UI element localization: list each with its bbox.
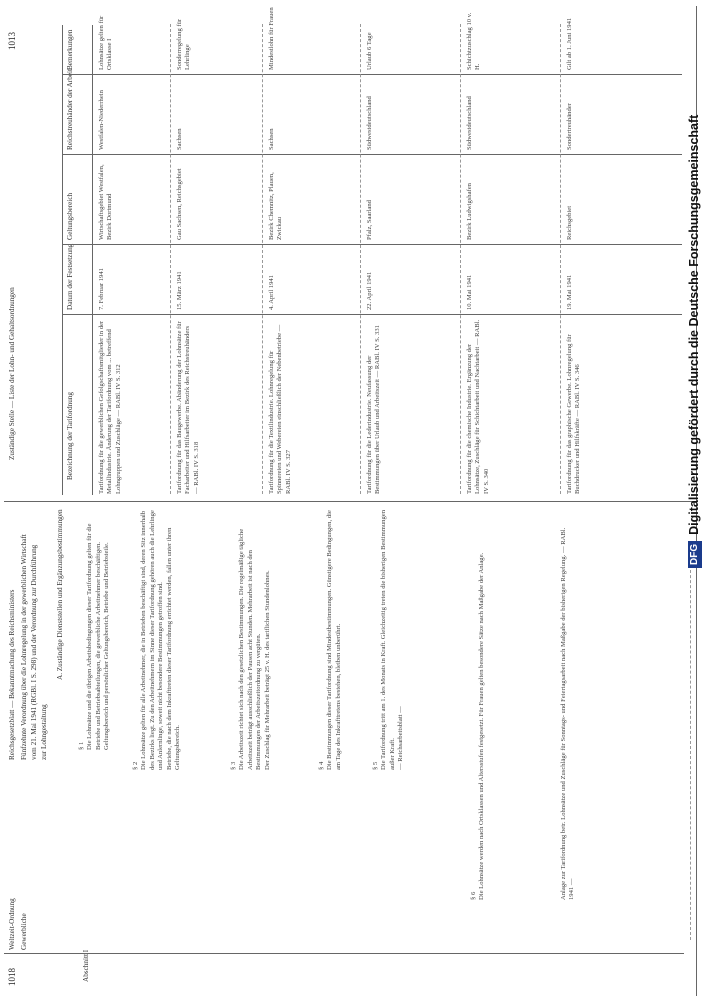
- row-separator: [460, 24, 461, 494]
- digitization-note: Digitalisierung gefördert durch die Deutsche Forschungsgemeinschaft: [687, 114, 701, 535]
- text-block-1: § 1 Die Lohnsätze und die übrigen Arbeitsbedingungen dieser Tarifordnung gelten für die Betriebe und Betriebsabteilungen, die gewerbliche Arbeitnehmer beschäftigen. Geltungsbereich und persönlicher Geltungsbereich, Betriebe und Betriebsteile.: [78, 523, 111, 750]
- text-block-2: § 2 Die Lohnsätze gelten für alle Arbeitnehmer, die in Betrieben beschäftigt sind, deren Sitz innerhalb des Bezirks liegt. Zu den Arbeitnehmern im Sinne dieser Tarifordnung gehören auch die Lehrlinge und Anlernlinge, soweit nicht besondere Bestimmungen getroffen sind. Betriebe, die nach dem Inkrafttreten dieser Tarifordnung errichtet werden, fallen unter ihren Geltungsbereich.: [132, 510, 182, 770]
- row-separator: [170, 24, 171, 494]
- row-1-designation: Tarifordnung für die gewerblichen Gefolgschaftsmitglieder in der Metallindustrie. Änderung der Tarifordnung vom ... betreffend Lohngruppen und Zuschläge — RABl. IV S. 312: [98, 320, 122, 494]
- table-col-rule-1: [62, 314, 682, 315]
- row-6-designation: Tarifordnung für das graphische Gewerbe. Lohnregelung für Buchdrucker und Hilfskräfte — RABl. IV S. 346: [566, 334, 582, 494]
- left-header-title: Reichsgesetzblatt — Bekanntmachung des Reichsministers: [8, 589, 16, 760]
- section-label: Abschnitt I: [82, 949, 90, 982]
- table-col-rule-2: [62, 244, 682, 245]
- right-header: Zuständige Stelle — Liste der Lohn- und Gehaltsordnungen: [8, 287, 16, 460]
- col-head-date: Datum der Festsetzung: [66, 243, 74, 310]
- row-2-date: 15. März 1941: [176, 271, 183, 310]
- left-margin-rule: [4, 953, 684, 954]
- row-2-trustee: Sachsen: [176, 128, 183, 150]
- row-5-scope: Bezirk Ludwigshafen: [466, 183, 473, 240]
- col-head-scope: Geltungsbereich: [66, 192, 74, 240]
- left-footer-rule: [690, 560, 691, 940]
- left-header-col1: Weltzeit-Ordnung: [8, 898, 16, 950]
- row-3-scope: Bezirk Chemnitz, Plauen, Zwickau: [268, 172, 284, 240]
- row-1-trustee: Westfalen-Niederrhein: [98, 90, 105, 150]
- center-fold-rule: [4, 501, 694, 502]
- row-5-trustee: Südwestdeutschland: [466, 96, 473, 150]
- row-1-scope: Wirtschaftsgebiet Westfalen, Bezirk Dortmund: [98, 164, 114, 240]
- row-3-date: 4. April 1941: [268, 275, 275, 310]
- row-2-scope: Gau Sachsen, Reichsgebiet: [176, 168, 183, 240]
- row-5-date: 10. Mai 1941: [466, 274, 473, 310]
- text-block-6: § 6 Die Lohnsätze werden nach Ortsklassen und Altersstufen festgesetzt. Für Frauen gelten besondere Sätze nach Maßgabe der Anlage.: [470, 552, 486, 900]
- row-4-scope: Pfalz, Saarland: [366, 200, 373, 240]
- row-4-date: 22. April 1941: [366, 271, 373, 310]
- col-head-designation: Bezeichnung der Tarifordnung: [66, 392, 74, 480]
- left-section-heading: A. Zuständige Dienststellen und Ergänzungsbestimmungen: [56, 509, 64, 680]
- row-5-remarks: Schichtzuschlag 10 v. H.: [466, 12, 482, 70]
- row-6-date: 19. Mai 1941: [566, 274, 573, 310]
- row-separator: [360, 24, 361, 494]
- table-header-rule-bottom: [92, 25, 93, 495]
- row-3-trustee: Sachsen: [268, 128, 275, 150]
- row-4-remarks: Urlaub 6 Tage: [366, 32, 373, 70]
- text-block-7: Anlage zur Tarifordnung betr. Lohnsätze und Zuschläge für Sonntags- und Feiertagsarbeit nach Maßgabe der bisherigen Regelung. — RABl. 1941 —: [560, 527, 576, 900]
- dfg-sidebar: [684, 8, 704, 568]
- left-header-col2: Gewerbliche: [20, 913, 28, 950]
- table-header-rule-top: [62, 25, 63, 495]
- table-col-rule-3: [62, 154, 682, 155]
- row-4-trustee: Südwestdeutschland: [366, 96, 373, 150]
- text-block-4: § 4 Die Bestimmungen dieser Tarifordnung sind Mindestbestimmungen. Günstigere Bedingungen, die am Tage des Inkrafttretens bestehen, bleiben unberührt.: [318, 510, 342, 770]
- row-2-remarks: Sonderregelung für Lehrlinge: [176, 18, 192, 70]
- row-6-trustee: Sondertreuhänder: [566, 103, 573, 150]
- left-header-subtitle: Fünfzehnte Verordnung über die Lohnregelung in der gewerblichen Wirtschaft: [20, 534, 28, 760]
- row-6-remarks: Gilt ab 1. Juni 1941: [566, 17, 573, 70]
- table-col-rule-4: [62, 74, 682, 75]
- row-3-remarks: Mindestlohn für Frauen: [268, 7, 275, 70]
- dfg-logo: DFG: [688, 541, 702, 568]
- row-separator: [560, 24, 561, 494]
- col-head-trustee: Reichstreuhänder der Arbeit: [66, 68, 74, 150]
- left-header-subtitle-3: zur Lohngestaltung: [40, 704, 48, 760]
- row-6-scope: Reichsgebiet: [566, 205, 573, 240]
- row-1-remarks: Lohnsätze gelten für Ortsklasse I: [98, 15, 114, 70]
- col-head-remarks: Bemerkungen: [66, 29, 74, 70]
- row-separator: [262, 24, 263, 494]
- text-block-5: § 5 Die Tarifordnung tritt am 1. des Monats in Kraft. Gleichzeitig treten die bisherigen Bestimmungen außer Kraft. — Reichsarbeitsblatt —: [372, 510, 405, 770]
- row-4-designation: Tarifordnung für die Lederindustrie. Neufassung der Bestimmungen über Urlaub und Arbeitszeit — RABl. IV S. 331: [366, 325, 382, 494]
- row-2-designation: Tarifordnung für das Baugewerbe. Abänderung der Lohnsätze für Facharbeiter und Hilfsarbeiter im Bezirk des Reichstreuhänders — RABl. IV S. 318: [176, 321, 200, 494]
- row-1-date: 7. Februar 1941: [98, 268, 105, 310]
- row-5-designation: Tarifordnung für die chemische Industrie. Ergänzung der Lohnsätze, Zuschläge für Schichtarbeit und Nachtarbeit — RABl. IV S. 340: [466, 319, 490, 494]
- row-3-designation: Tarifordnung für die Textilindustrie. Lohnregelung für Spinnereien und Webereien einschließlich der Nebenbetriebe — RABl. IV S. 327: [268, 324, 292, 494]
- page-number-right: 1013: [7, 32, 17, 50]
- text-block-3: § 3 Die Arbeitszeit richtet sich nach den gesetzlichen Bestimmungen. Die regelmäßige tägliche Arbeitszeit beträgt ausschließlich der Pausen acht Stunden. Mehrarbeit ist nach den Bestimmungen der Arbeitszeitordnung zu vergüten. Der Zuschlag für Mehrarbeit beträgt 25 v. H. des tariflichen Stundenlohnes.: [230, 528, 271, 770]
- left-header-subtitle-2: vom 21. Mai 1941 (RGBl. I S. 298) und der Verordnung zur Durchführung: [30, 544, 38, 760]
- page-number-left: 1018: [7, 968, 17, 986]
